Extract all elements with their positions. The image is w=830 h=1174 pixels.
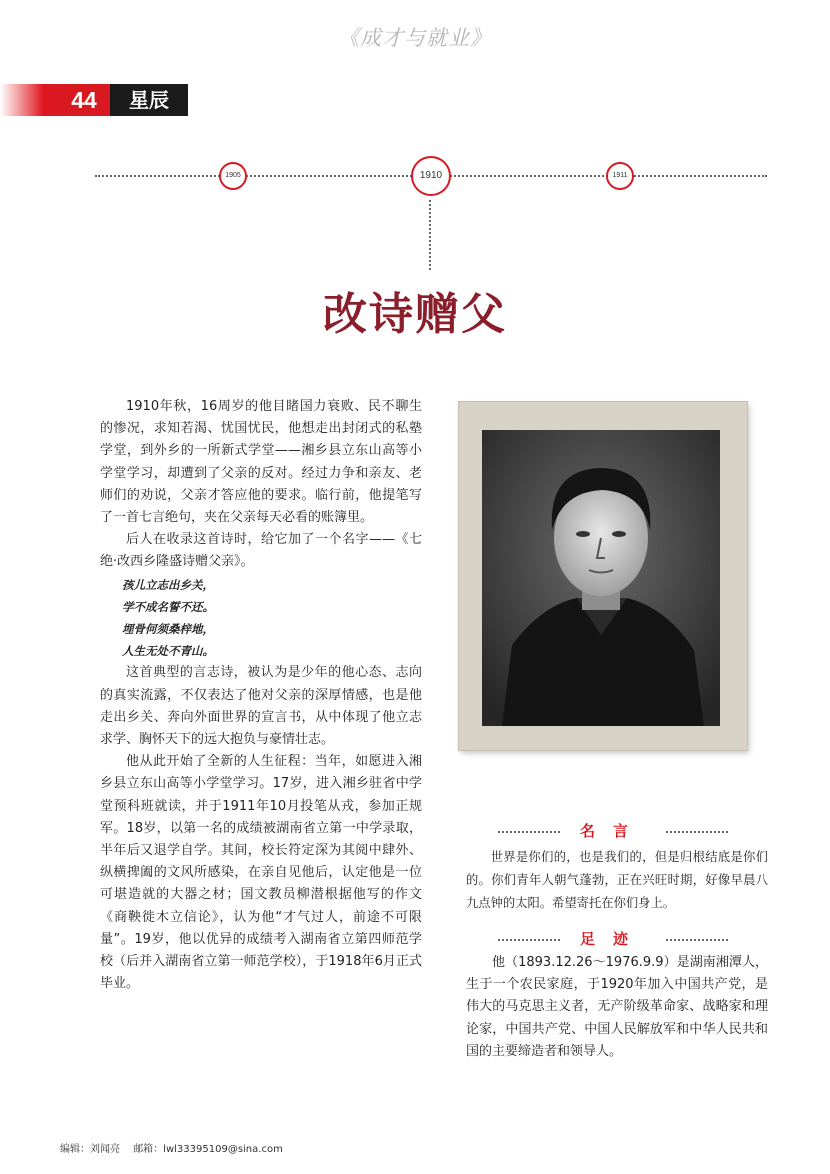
portrait-illustration bbox=[482, 430, 720, 726]
article-body bbox=[100, 396, 422, 995]
timeline-node-right: 1911 bbox=[606, 162, 634, 190]
timeline-node-left: 1905 bbox=[219, 162, 247, 190]
body-paragraph-2: 后人在收录这首诗时，给它加了一个名字——《七绝·改西乡隆盛诗赠父亲》。 bbox=[100, 532, 422, 570]
footer-credits bbox=[60, 1140, 293, 1155]
bio-text: 他（1893.12.26～1976.9.9）是湖南湘潭人，生于一个农民家庭，于1920年加入中国共产党，是伟大的马克思主义者，无产阶级革命家、战略家和理论家，中国共产党、中国人民解放军和中华人民共和国的主要缔造者和领导人。 bbox=[466, 955, 768, 1059]
poem-line-4: 人生无处不青山。 bbox=[122, 644, 214, 659]
journal-title: 《成才与就业》 bbox=[338, 26, 492, 50]
quote-text: 世界是你们的，也是我们的，但是归根结底是你们的。你们青年人朝气蓬勃，正在兴旺时期，好像早晨八九点钟的太阳。希望寄托在你们身上。 bbox=[466, 850, 768, 910]
poem-line-1: 孩儿立志出乡关， bbox=[122, 577, 214, 592]
timeline-connector bbox=[429, 200, 431, 270]
body-paragraph-1: 1910年秋，16周岁的他目睹国力衰败、民不聊生的惨况，求知若渴、忧国忧民，他想走出封闭式的私塾学堂，到外乡的一所新式学堂——湘乡县立东山高等小学堂学习，却遭到了父亲的反对。经过力争和亲友、老师们的劝说，父亲才答应他的要求。临行前，他提笔写了一首七言绝句，夹在父亲每天必看的账簿里。 bbox=[100, 399, 422, 526]
footer-editor: 编辑：刘闻亮 bbox=[60, 1144, 120, 1155]
quote-heading: 名言 bbox=[518, 820, 708, 841]
poem-line-2: 学不成名誓不还。 bbox=[122, 599, 214, 614]
bio-heading: 足迹 bbox=[518, 928, 708, 949]
timeline-node-center: 1910 bbox=[411, 156, 451, 196]
page-number: 44 bbox=[58, 84, 110, 116]
footer-email: 邮箱：lwl33395109@sina.com bbox=[133, 1144, 283, 1155]
section-bar-gradient bbox=[0, 84, 58, 116]
body-paragraph-4: 他从此开始了全新的人生征程：当年，如愿进入湘乡县立东山高等小学堂学习。17岁，进入湘乡驻省中学堂预科班就读，并于1911年10月投笔从戎，参加正规军。18岁，以第一名的成绩被湖南省立第一中学录取，半年后又退学自学。其间，校长符定深为其阅中肆外、纵横捭阖的文风所感染，在亲自见他后，认定他是一位可堪造就的大器之材；国文教员柳潜根据他写的作文《商鞅徙木立信论》，认为他“才气过人，前途不可限量”。19岁，他以优异的成绩考入湖南省立第四师范学校（后并入湖南省立第一师范学校），于1918年6月正式毕业。 bbox=[100, 754, 422, 992]
body-paragraph-3: 这首典型的言志诗，被认为是少年的他心态、志向的真实流露，不仅表达了他对父亲的深厚情感，也是他走出乡关、奔向外面世界的宣言书，从中体现了他立志求学、胸怀天下的远大抱负与豪情壮志。 bbox=[100, 665, 422, 748]
poem-line-3: 埋骨何须桑梓地， bbox=[122, 622, 214, 637]
section-name: 星辰 bbox=[110, 84, 188, 116]
portrait-photo bbox=[482, 430, 720, 726]
article-title: 改诗赠父 bbox=[323, 289, 507, 340]
